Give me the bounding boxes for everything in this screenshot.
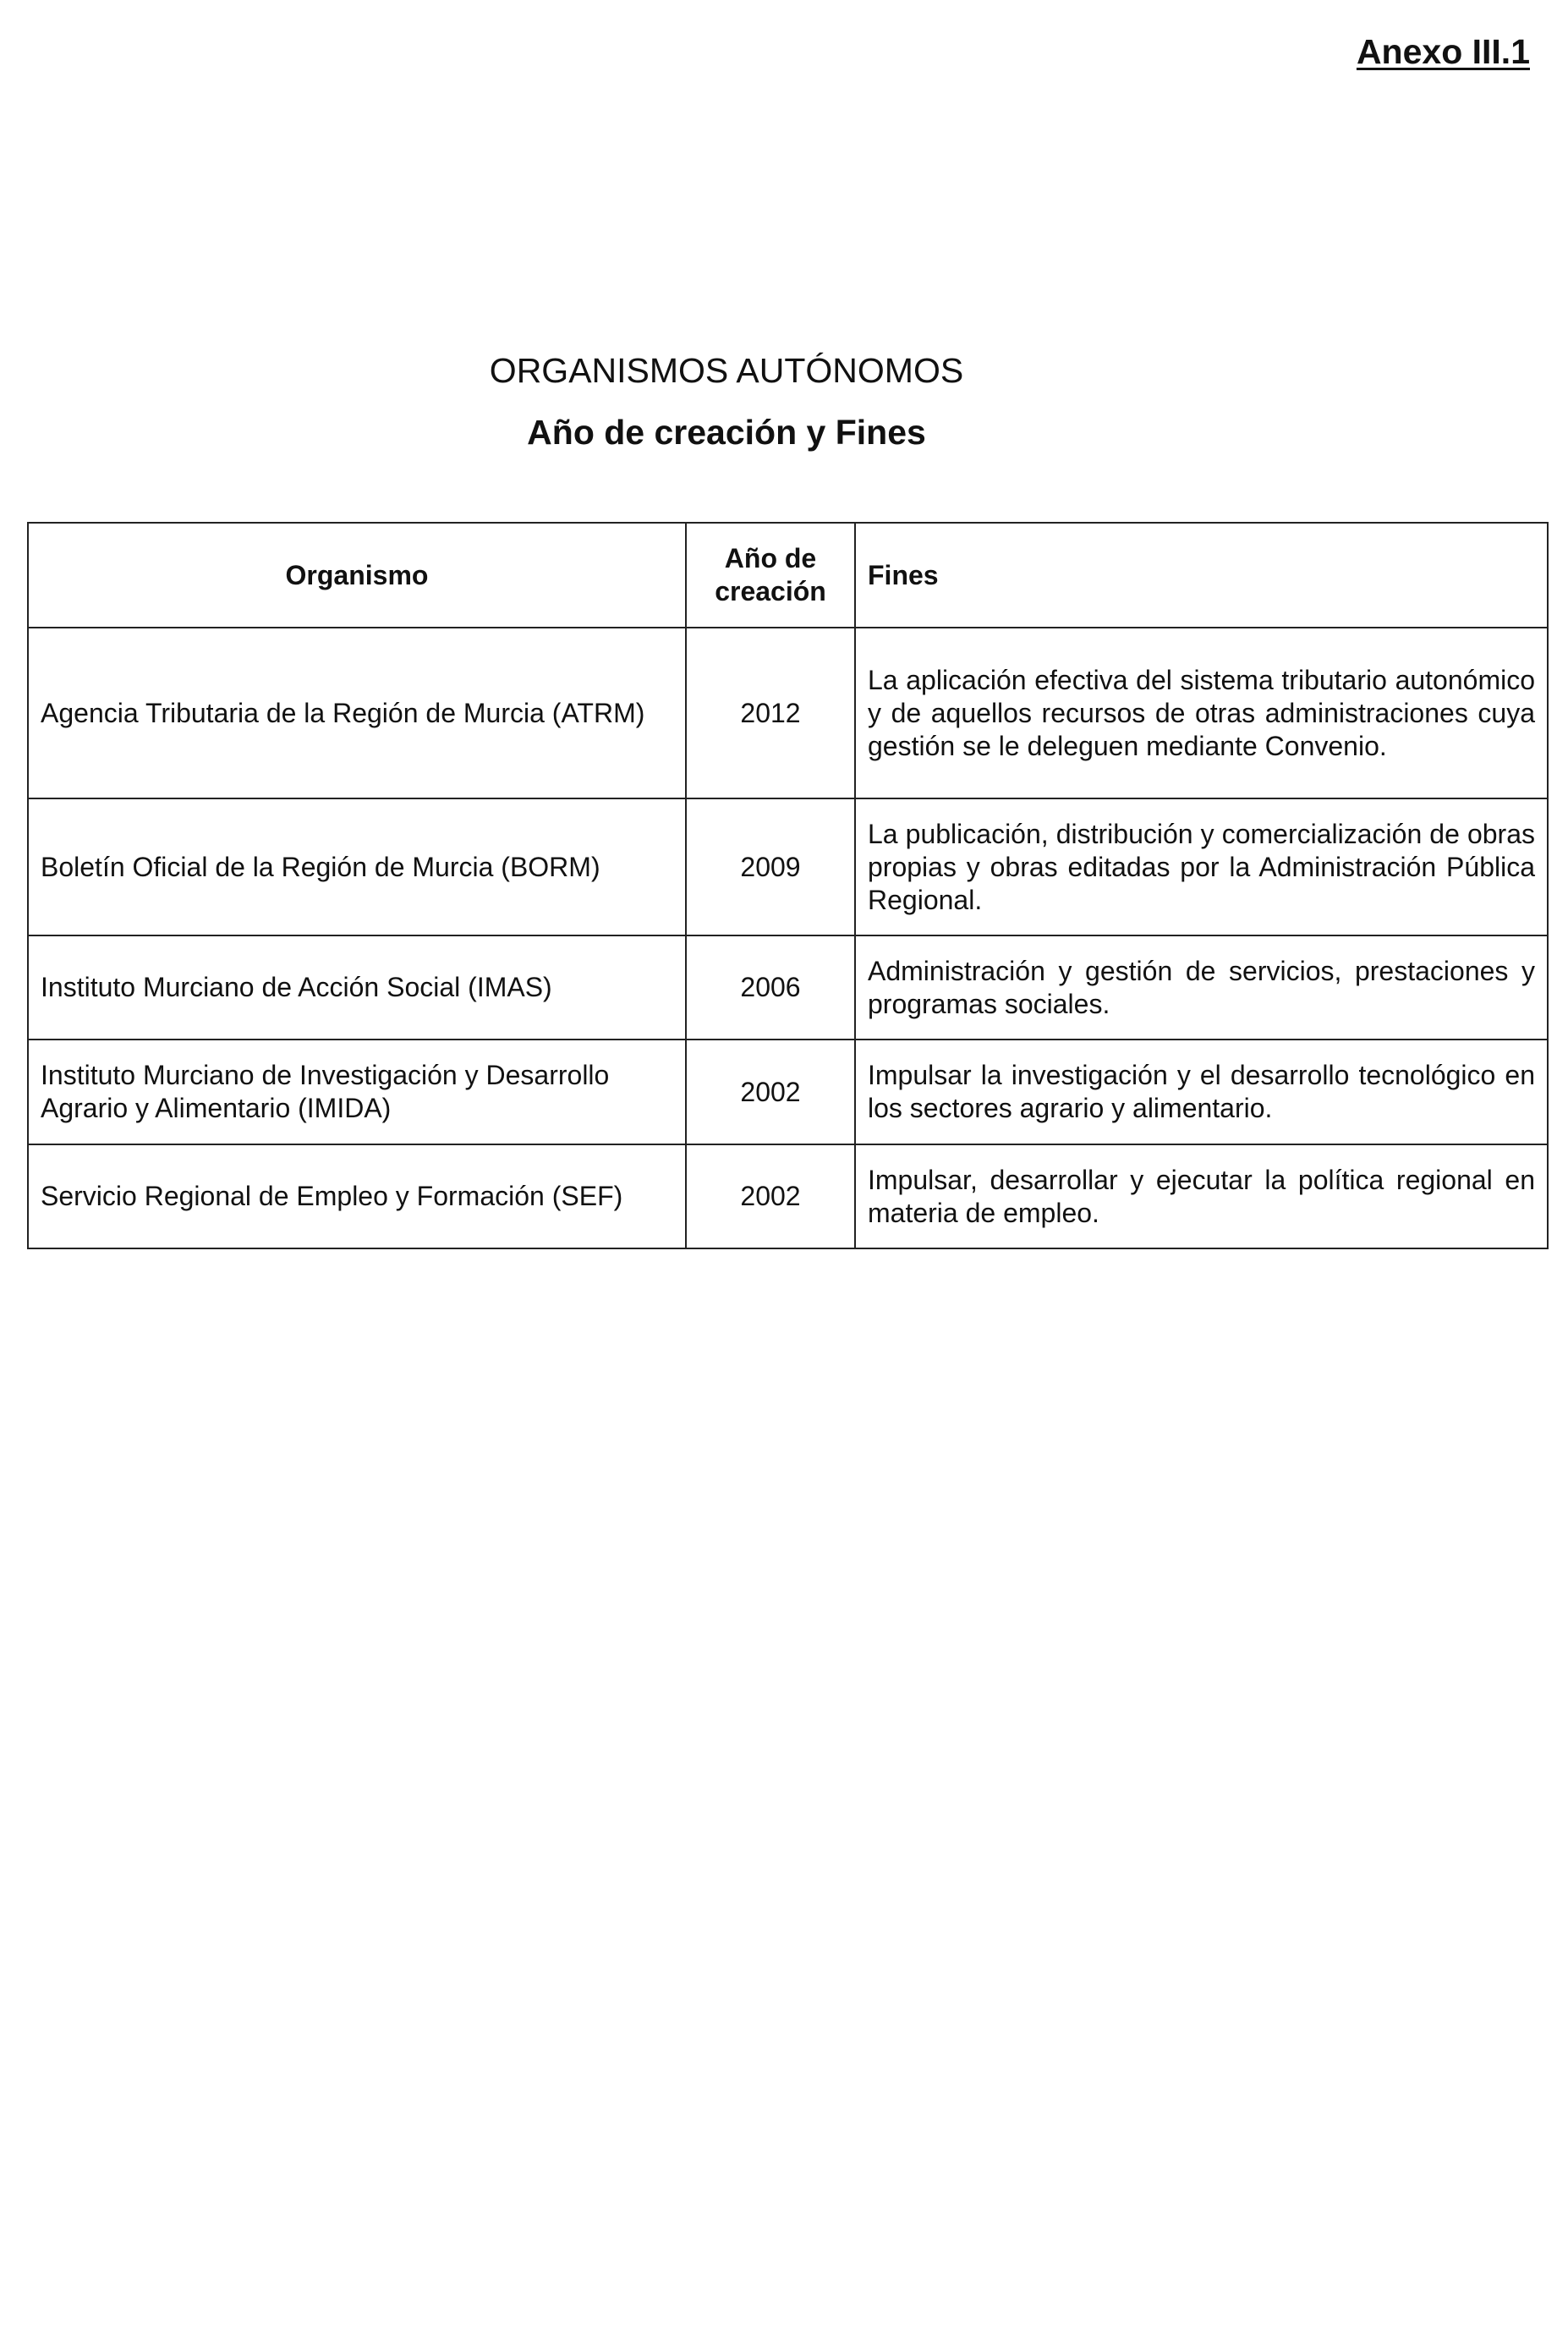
column-header-organismo: Organismo [28,523,686,628]
table-row [28,1040,1548,1144]
table-row [28,628,1548,798]
table-row [28,1144,1548,1248]
cell-fines: La publicación, distribución y comercialización de obras propias y obras editadas por la Administración Pública Regional. [855,798,1548,935]
cell-organismo: Instituto Murciano de Acción Social (IMAS) [28,935,686,1040]
cell-fines: Administración y gestión de servicios, prestaciones y programas sociales. [855,935,1548,1040]
column-header-anio-line1: Año de [724,543,817,573]
annex-label: Anexo III.1 [1356,32,1530,71]
page-subtitle: Año de creación y Fines [527,413,926,452]
organisms-table [27,522,1549,1249]
cell-anio: 2002 [686,1144,855,1248]
cell-anio: 2012 [686,628,855,798]
cell-fines: Impulsar, desarrollar y ejecutar la política regional en materia de empleo. [855,1144,1548,1248]
cell-organismo: Boletín Oficial de la Región de Murcia (BORM) [28,798,686,935]
cell-fines: Impulsar la investigación y el desarrollo tecnológico en los sectores agrario y alimentario. [855,1040,1548,1144]
cell-anio: 2009 [686,798,855,935]
cell-organismo: Servicio Regional de Empleo y Formación (SEF) [28,1144,686,1248]
cell-anio: 2006 [686,935,855,1040]
cell-anio: 2002 [686,1040,855,1144]
cell-organismo: Agencia Tributaria de la Región de Murcia (ATRM) [28,628,686,798]
page-title: ORGANISMOS AUTÓNOMOS [489,351,964,390]
table-row [28,935,1548,1040]
cell-organismo: Instituto Murciano de Investigación y Desarrollo Agrario y Alimentario (IMIDA) [28,1040,686,1144]
table-header-row [28,523,1548,628]
column-header-anio [686,523,855,628]
column-header-anio-line2: creación [715,576,826,606]
cell-fines: La aplicación efectiva del sistema tributario autonómico y de aquellos recursos de otras administraciones cuya gestión se le deleguen mediante Convenio. [855,628,1548,798]
table-row [28,798,1548,935]
column-header-fines: Fines [855,523,1548,628]
